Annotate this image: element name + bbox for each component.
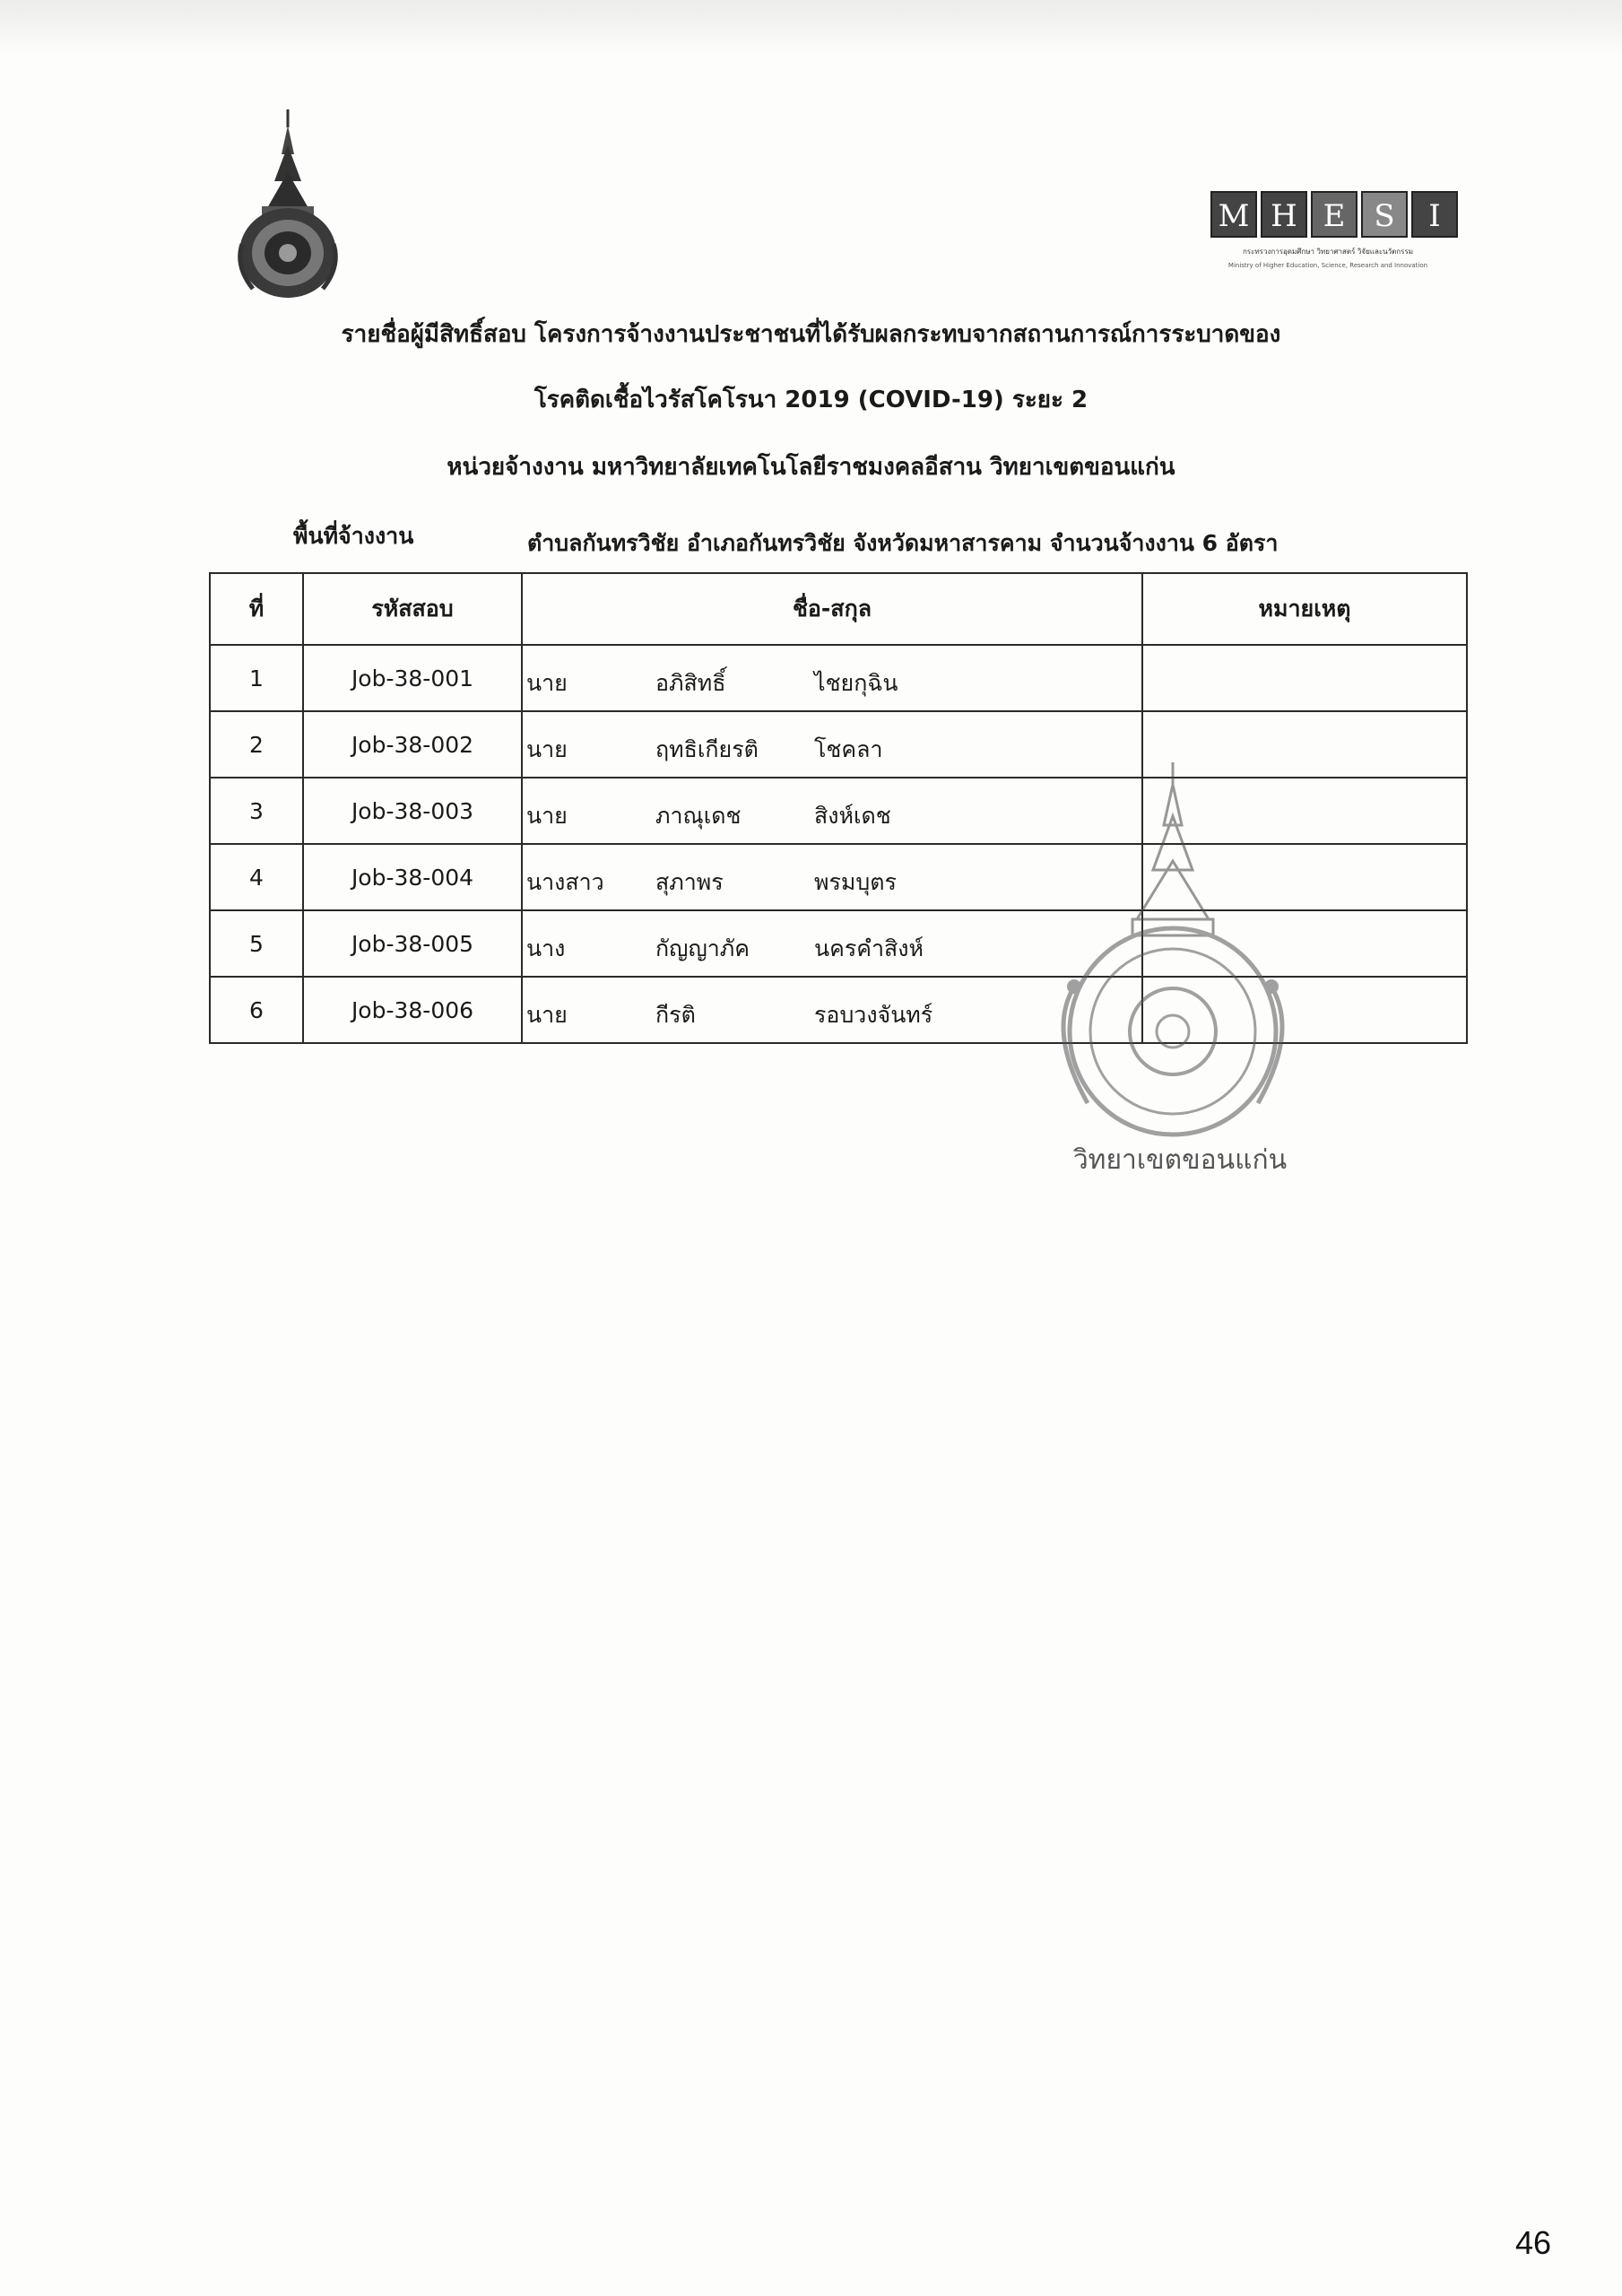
row-name: [522, 645, 1142, 711]
row-no: 2: [210, 711, 303, 778]
header-code: รหัสสอบ: [303, 573, 522, 645]
row-no: 3: [210, 778, 303, 844]
logo-letter: I: [1411, 191, 1458, 238]
title-line-1: รายชื่อผู้มีสิทธิ์สอบ โครงการจ้างงานประชาชนที่ได้รับผลกระทบจากสถานการณ์การระบาดของ: [341, 321, 1281, 348]
row-remark: [1142, 645, 1467, 711]
last-name: ไชยกุฉิน: [814, 670, 898, 696]
row-code: Job-38-004: [303, 844, 522, 910]
logo-subtitle-th: กระทรวงการอุดมศึกษา วิทยาศาสตร์ วิจัยและนวัตกรรม: [1242, 248, 1414, 256]
first-name: ภาณุเดช: [655, 803, 742, 829]
scan-edge: [0, 0, 1622, 54]
area-text: ตำบลกันทรวิชัย อำเภอกันทรวิชัย จังหวัดมหาสารคาม จำนวนจ้างงาน 6 อัตรา: [527, 530, 1279, 556]
row-code: Job-38-002: [303, 711, 522, 778]
last-name: โชคลา: [814, 736, 883, 762]
row-code: Job-38-005: [303, 910, 522, 977]
table-row: [210, 645, 1467, 711]
last-name: นครคำสิงห์: [814, 935, 924, 961]
first-name: อภิสิทธิ์: [655, 670, 726, 696]
table-header-row: [210, 573, 1467, 645]
name-prefix: นาย: [526, 1002, 568, 1028]
last-name: สิงห์เดช: [814, 803, 891, 829]
header-no: ที่: [210, 573, 303, 645]
logo-letter: S: [1361, 191, 1408, 238]
logo-subtitle-en: Ministry of Higher Education, Science, Research and Innovation: [1227, 262, 1428, 269]
name-prefix: นาย: [526, 736, 568, 762]
title-line-3: หน่วยจ้างงาน มหาวิทยาลัยเทคโนโลยีราชมงคลอีสาน วิทยาเขตขอนแก่น: [447, 454, 1175, 481]
first-name: กีรติ: [655, 1002, 696, 1028]
row-code: Job-38-006: [303, 977, 522, 1043]
row-no: 5: [210, 910, 303, 977]
logo-letter: M: [1210, 191, 1257, 238]
first-name: ฤทธิเกียรติ: [655, 736, 759, 762]
row-no: 1: [210, 645, 303, 711]
first-name: กัญญาภัค: [655, 935, 750, 961]
row-no: 6: [210, 977, 303, 1043]
header-remark: หมายเหตุ: [1142, 573, 1467, 645]
first-name: สุภาพร: [655, 869, 724, 895]
title-line-2: โรคติดเชื้อไวรัสโคโรนา 2019 (COVID-19) ระยะ 2: [533, 387, 1089, 413]
logo-letter: H: [1261, 191, 1307, 238]
name-prefix: นางสาว: [526, 869, 604, 895]
last-name: รอบวงจันทร์: [814, 1002, 933, 1028]
row-code: Job-38-003: [303, 778, 522, 844]
university-emblem-icon: [235, 109, 341, 300]
header-name: ชื่อ-สกุล: [522, 573, 1142, 645]
mhesi-logo: [1185, 191, 1470, 290]
row-code: Job-38-001: [303, 645, 522, 711]
last-name: พรมบุตร: [814, 869, 897, 895]
logo-letter: E: [1311, 191, 1357, 238]
page-number: 46: [1515, 2224, 1552, 2261]
name-prefix: นาย: [526, 803, 568, 829]
area-label: พื้นที่จ้างงาน: [293, 523, 414, 549]
university-seal-stamp-icon: [1047, 762, 1298, 1139]
employment-area: [0, 518, 1622, 554]
name-prefix: นาง: [526, 935, 566, 961]
row-no: 4: [210, 844, 303, 910]
seal-caption: วิทยาเขตขอนแก่น: [1072, 1144, 1288, 1176]
name-prefix: นาย: [526, 670, 568, 696]
